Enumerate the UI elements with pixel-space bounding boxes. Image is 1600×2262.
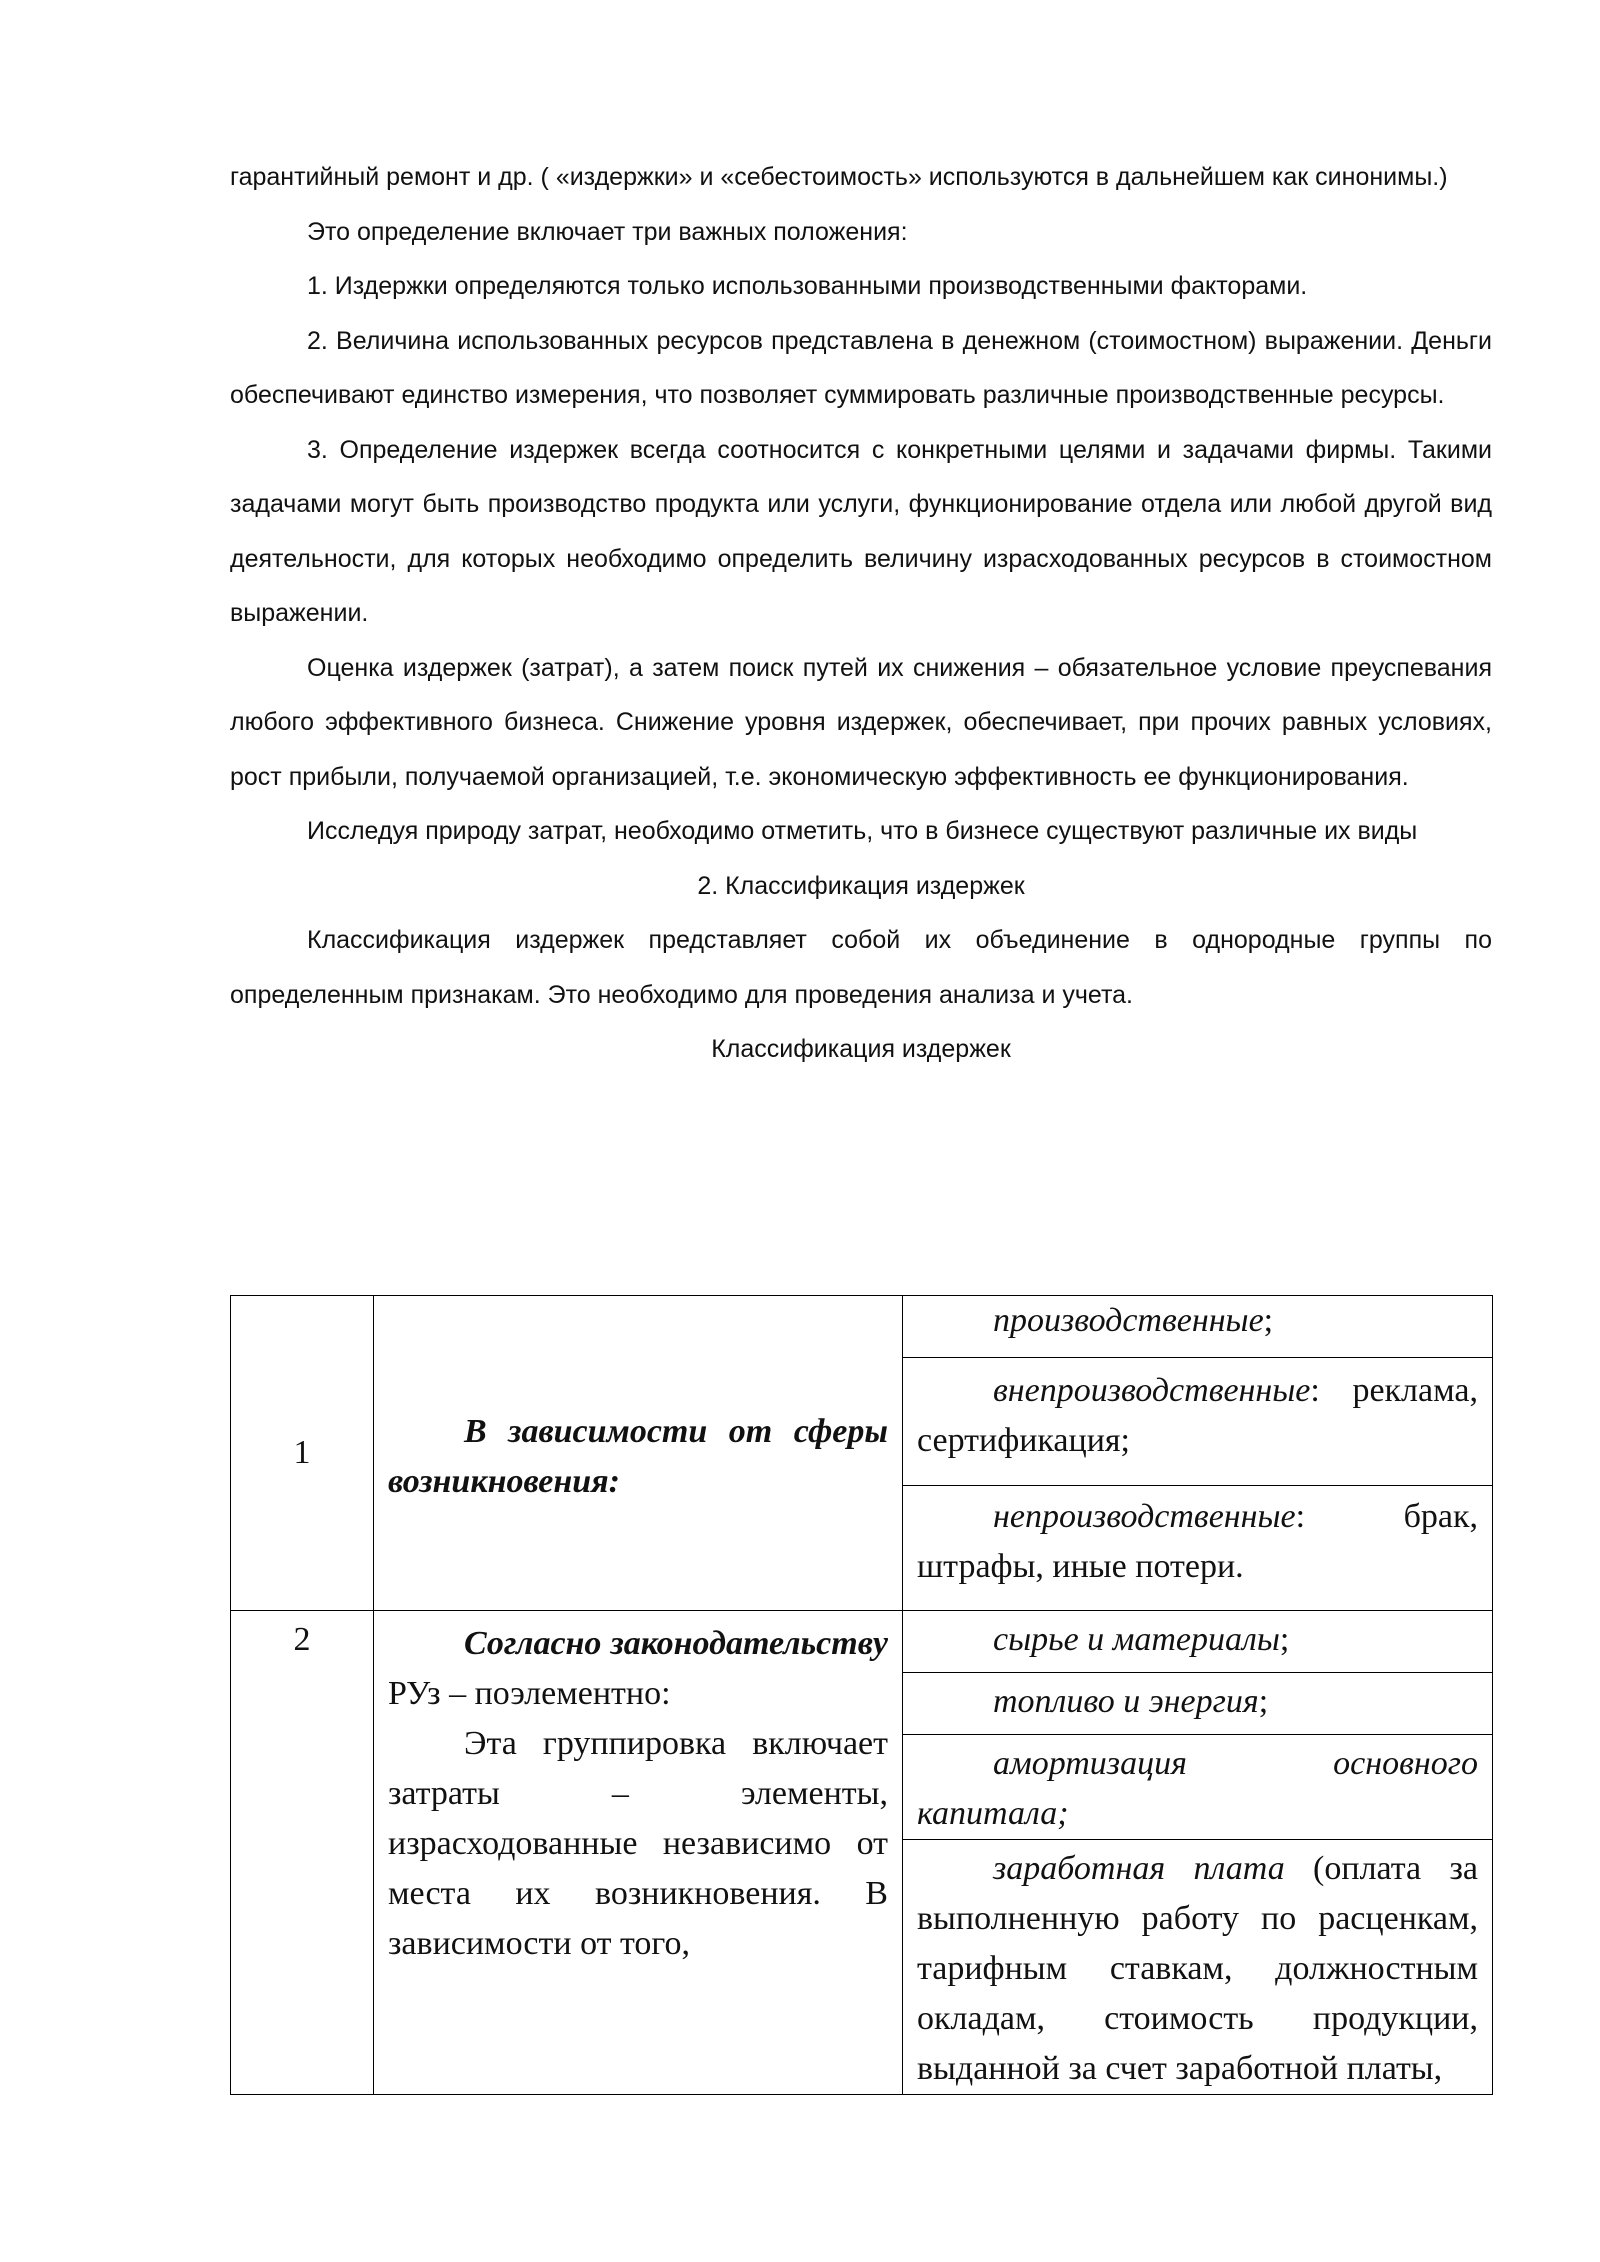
paragraph: 1. Издержки определяются только использованными производственными факторами. <box>307 272 1308 300</box>
criterion-label: Согласно законодательству РУз – поэлементно: <box>388 1625 888 1712</box>
classification-table <box>230 1295 1493 2095</box>
document-page <box>230 150 1492 1077</box>
criterion-cell <box>374 1611 903 2095</box>
paragraph: 2. Величина использованных ресурсов представлена в денежном (стоимостном) выражении. Деньги обеспечивают единство измерения, что позволяет суммировать различные производственные ресурсы. <box>230 326 1492 409</box>
paragraph: гарантийный ремонт и др. ( «издержки» и «себестоимость» используются в дальнейшем как синонимы.) <box>230 163 1448 191</box>
paragraph: Это определение включает три важных положения: <box>307 217 908 246</box>
cost-type: производственные; <box>993 1302 1274 1339</box>
table-title: Классификация издержек <box>711 1035 1011 1063</box>
cost-type-cell <box>903 1735 1493 1840</box>
cost-type-cell <box>903 1358 1493 1486</box>
cost-type-cell <box>903 1296 1493 1358</box>
cost-type-cell <box>903 1840 1493 2095</box>
paragraph: 3. Определение издержек всегда соотносится с конкретными целями и задачами фирмы. Такими задачами могут быть производство продукта или услуги, функционирование отдела или любой другой вид деятельности, для которых необходимо определить величину израсходованных ресурсов в стоимостном выражении. <box>230 435 1492 627</box>
cost-type: амортизация основного капитала; <box>917 1745 1478 1832</box>
cost-type: сырье и материалы; <box>993 1621 1290 1658</box>
cost-type: внепроизводственные: реклама, сертификация; <box>917 1372 1478 1459</box>
cost-type-cell <box>903 1673 1493 1735</box>
criterion-label: В зависимости от сферы возникновения: <box>388 1413 888 1500</box>
criterion-cell <box>374 1296 903 1611</box>
criterion-description: Эта группировка включает затраты – элементы, израсходованные независимо от места их возникновения. В зависимости от того, <box>388 1725 888 1962</box>
paragraph: Классификация издержек представляет собой их объединение в однородные группы по определенным признакам. Это необходимо для проведения анализа и учета. <box>230 926 1492 1009</box>
section-heading: 2. Классификация издержек <box>697 871 1025 900</box>
cost-type: непроизводственные: брак, штрафы, иные потери. <box>917 1498 1478 1585</box>
row-number: 1 <box>231 1296 374 1611</box>
table-row <box>231 1611 1493 1673</box>
table-row <box>231 1296 1493 1358</box>
paragraph: Оценка издержек (затрат), а затем поиск путей их снижения – обязательное условие преуспевания любого эффективного бизнеса. Снижение уровня издержек, обеспечивает, при прочих равных условиях, рост прибыли, получаемой организацией, т.е. экономическую эффективность ее функционирования. <box>230 653 1492 791</box>
cost-type-cell <box>903 1611 1493 1673</box>
cost-type-cell <box>903 1486 1493 1611</box>
cost-type: заработная плата (оплата за выполненную работу по расценкам, тарифным ставкам, должностным окладам, стоимость продукции, выданной за счет заработной платы, <box>917 1850 1478 2087</box>
paragraph: Исследуя природу затрат, необходимо отметить, что в бизнесе существуют различные их виды <box>307 817 1418 845</box>
row-number: 2 <box>231 1611 374 2095</box>
cost-type: топливо и энергия; <box>993 1683 1269 1720</box>
